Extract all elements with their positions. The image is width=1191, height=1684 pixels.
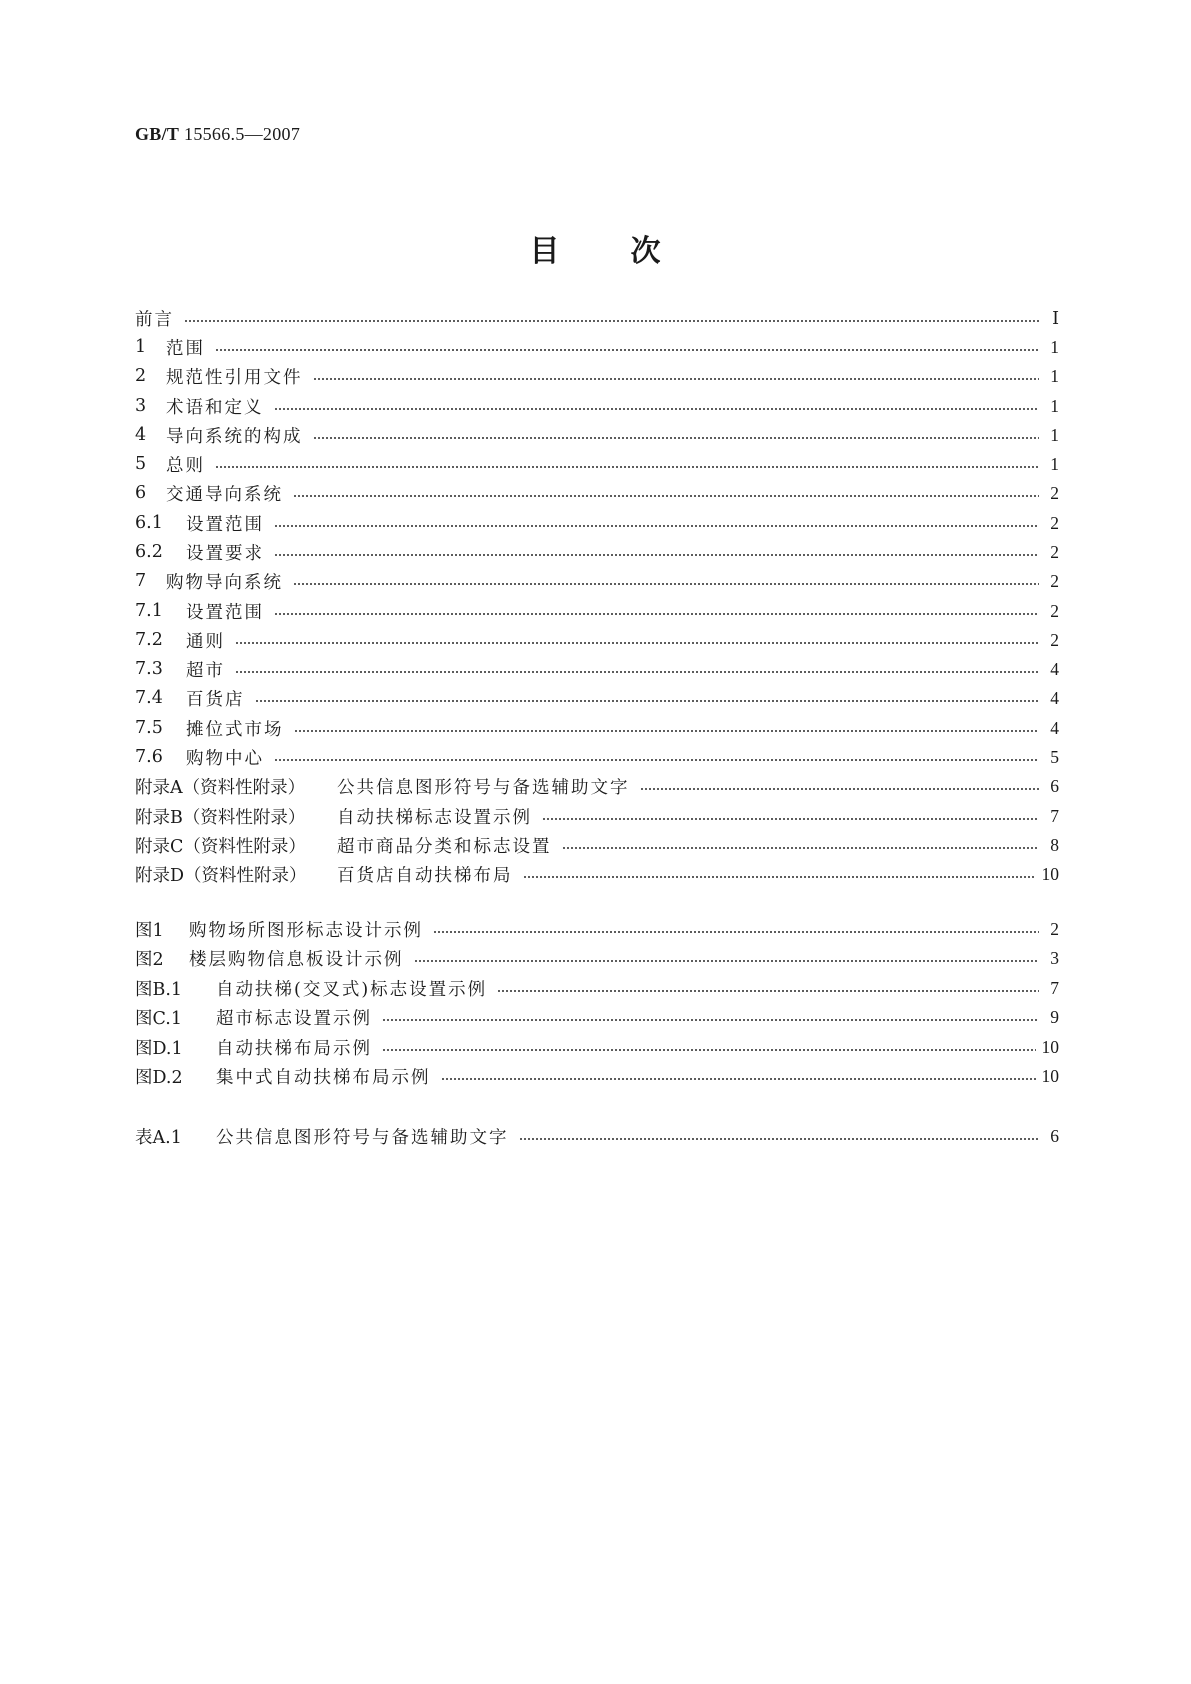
figure-entry-page: 7 <box>1050 977 1059 998</box>
toc-entry-label: 术语和定义 <box>166 397 264 418</box>
toc-entry-label: 摊位式市场 <box>186 719 284 740</box>
dot-leader <box>519 1138 1040 1140</box>
figure-entry-number: 图D.1 <box>135 1038 183 1059</box>
dot-leader <box>215 349 1039 351</box>
toc-entry-number: 附录A（资料性附录） <box>135 777 306 798</box>
dot-leader <box>382 1019 1039 1021</box>
figure-entry[interactable] <box>135 974 1059 1002</box>
toc-entry-page: 2 <box>1050 482 1059 503</box>
toc-entry[interactable] <box>135 304 1059 332</box>
toc-entry-number: 5 <box>135 454 147 474</box>
toc-entry-number: 7.3 <box>135 659 163 679</box>
figure-entry[interactable] <box>135 1062 1059 1090</box>
toc-entry-page: 2 <box>1050 629 1059 650</box>
toc-entry-number: 6.1 <box>135 513 163 533</box>
toc-entry-label: 购物中心 <box>186 748 264 769</box>
toc-entry-label: 自动扶梯标志设置示例 <box>337 807 532 828</box>
toc-entry[interactable] <box>135 421 1059 449</box>
toc-entry[interactable] <box>135 860 1059 888</box>
toc-entry-number: 7 <box>135 571 147 591</box>
toc-entry-page: 1 <box>1050 336 1059 357</box>
toc-entry-page: 4 <box>1050 717 1059 738</box>
figure-entry-number: 图C.1 <box>135 1008 182 1029</box>
toc-entry[interactable] <box>135 743 1059 771</box>
dot-leader <box>562 847 1040 849</box>
toc-entry-page: 1 <box>1050 395 1059 416</box>
toc-entry-label: 范围 <box>166 338 205 359</box>
toc-entry-label: 百货店自动扶梯布局 <box>337 865 513 886</box>
figure-entry-page: 10 <box>1041 1065 1059 1086</box>
toc-entry-page: 10 <box>1041 863 1059 884</box>
dot-leader <box>313 437 1040 439</box>
table-entry-page: 6 <box>1050 1125 1059 1146</box>
dot-leader <box>414 960 1040 962</box>
toc-entry[interactable] <box>135 626 1059 654</box>
toc-entry-label: 通则 <box>186 631 225 652</box>
toc-entry[interactable] <box>135 567 1059 595</box>
dot-leader <box>215 466 1039 468</box>
table-entry-number: 表A.1 <box>135 1127 182 1148</box>
toc-entry-label: 超市商品分类和标志设置 <box>337 836 552 857</box>
toc-entry-number: 附录B（资料性附录） <box>135 807 306 828</box>
figure-entry[interactable] <box>135 944 1059 972</box>
toc-entry-page: 6 <box>1050 775 1059 796</box>
figure-entry-page: 3 <box>1050 947 1059 968</box>
toc-entry-number: 附录C（资料性附录） <box>135 836 306 857</box>
dot-leader <box>274 554 1039 556</box>
toc-entry-number: 7.2 <box>135 630 163 650</box>
dot-leader <box>274 408 1040 410</box>
toc-entry-page: 1 <box>1050 365 1059 386</box>
dot-leader <box>523 876 1036 878</box>
toc-entry-page: 2 <box>1050 512 1059 533</box>
toc-entry-page: 1 <box>1050 424 1059 445</box>
toc-entry-label: 设置范围 <box>186 602 264 623</box>
dot-leader <box>274 613 1039 615</box>
toc-entry-label: 超市 <box>186 660 225 681</box>
dot-leader <box>497 990 1039 992</box>
toc-entry-number: 6 <box>135 483 147 503</box>
figure-entry-label: 楼层购物信息板设计示例 <box>189 949 404 970</box>
toc-entry-label: 公共信息图形符号与备选辅助文字 <box>337 777 630 798</box>
toc-entry[interactable] <box>135 509 1059 537</box>
toc-entry-page: 2 <box>1050 541 1059 562</box>
toc-entry-page: 1 <box>1050 453 1059 474</box>
toc-entry-label: 百货店 <box>186 689 245 710</box>
toc-entry-number: 7.5 <box>135 718 163 738</box>
dot-leader <box>255 700 1040 702</box>
figure-entry[interactable] <box>135 1033 1059 1061</box>
figure-entry-label: 购物场所图形标志设计示例 <box>189 920 423 941</box>
dot-leader <box>640 788 1040 790</box>
toc-entry-page: 8 <box>1050 834 1059 855</box>
toc-entry-number: 7.6 <box>135 747 163 767</box>
dot-leader <box>184 320 1039 322</box>
toc-entry-number: 4 <box>135 425 147 445</box>
toc-entry[interactable] <box>135 655 1059 683</box>
toc-entry[interactable] <box>135 684 1059 712</box>
toc-entry-number: 附录D（资料性附录） <box>135 865 307 886</box>
toc-entry-page: Ⅰ <box>1052 307 1059 328</box>
toc-entry-label: 导向系统的构成 <box>166 426 303 447</box>
toc-entry[interactable] <box>135 392 1059 420</box>
toc-entry[interactable] <box>135 831 1059 859</box>
toc-entry[interactable] <box>135 772 1059 800</box>
table-entry[interactable] <box>135 1122 1059 1150</box>
toc-entry-label: 总则 <box>166 455 205 476</box>
toc-entry-number: 1 <box>135 337 147 357</box>
toc-entry-page: 5 <box>1050 746 1059 767</box>
dot-leader <box>274 759 1039 761</box>
toc-entry-label: 前言 <box>135 309 174 330</box>
toc-entry-label: 设置要求 <box>186 543 264 564</box>
figure-entry[interactable] <box>135 1003 1059 1031</box>
figure-entry-number: 图B.1 <box>135 979 183 1000</box>
dot-leader <box>293 583 1039 585</box>
figure-entry-page: 2 <box>1050 918 1059 939</box>
toc-entry[interactable] <box>135 450 1059 478</box>
figure-entry-label: 自动扶梯布局示例 <box>216 1038 372 1059</box>
figure-entry-page: 10 <box>1041 1036 1059 1057</box>
standard-prefix: GB/T <box>135 124 180 144</box>
toc-entry[interactable] <box>135 362 1059 390</box>
dot-leader <box>235 671 1039 673</box>
figure-entry-label: 集中式自动扶梯布局示例 <box>216 1067 431 1088</box>
toc-entry-label: 交通导向系统 <box>166 484 283 505</box>
figure-entry-page: 9 <box>1050 1006 1059 1027</box>
toc-entry-number: 6.2 <box>135 542 163 562</box>
toc-entry[interactable] <box>135 538 1059 566</box>
toc-entry[interactable] <box>135 333 1059 361</box>
standard-number: 15566.5—2007 <box>184 124 301 144</box>
toc-entry[interactable] <box>135 714 1059 742</box>
toc-entry-page: 4 <box>1050 658 1059 679</box>
dot-leader <box>294 730 1040 732</box>
figure-entry-number: 图2 <box>135 949 164 970</box>
dot-leader <box>382 1049 1036 1051</box>
toc-entry-page: 4 <box>1050 687 1059 708</box>
dot-leader <box>433 931 1039 933</box>
toc-entry[interactable] <box>135 479 1059 507</box>
dot-leader <box>235 642 1039 644</box>
toc-entry-number: 7.1 <box>135 601 163 621</box>
dot-leader <box>441 1078 1036 1080</box>
toc-entry[interactable] <box>135 802 1059 830</box>
toc-entry-label: 购物导向系统 <box>166 572 283 593</box>
dot-leader <box>293 495 1039 497</box>
dot-leader <box>542 818 1039 820</box>
toc-entry-number: 7.4 <box>135 688 163 708</box>
toc-entry-page: 2 <box>1050 570 1059 591</box>
document-code <box>135 124 300 145</box>
toc-entry[interactable] <box>135 597 1059 625</box>
page-title <box>0 226 1191 270</box>
toc-entry-number: 2 <box>135 366 147 386</box>
figure-entry[interactable] <box>135 915 1059 943</box>
dot-leader <box>313 378 1040 380</box>
figure-entry-label: 超市标志设置示例 <box>216 1008 372 1029</box>
toc-entry-label: 设置范围 <box>186 514 264 535</box>
dot-leader <box>274 525 1039 527</box>
figure-entry-number: 图D.2 <box>135 1067 183 1088</box>
figure-entry-number: 图1 <box>135 920 164 941</box>
table-entry-label: 公共信息图形符号与备选辅助文字 <box>216 1127 509 1148</box>
toc-entry-number: 3 <box>135 396 147 416</box>
toc-entry-page: 2 <box>1050 600 1059 621</box>
toc-entry-page: 7 <box>1050 805 1059 826</box>
figure-entry-label: 自动扶梯(交叉式)标志设置示例 <box>216 979 488 1000</box>
page-title-char-1: 目 <box>529 234 561 269</box>
page-title-char-2: 次 <box>630 234 662 269</box>
toc-entry-label: 规范性引用文件 <box>166 367 303 388</box>
